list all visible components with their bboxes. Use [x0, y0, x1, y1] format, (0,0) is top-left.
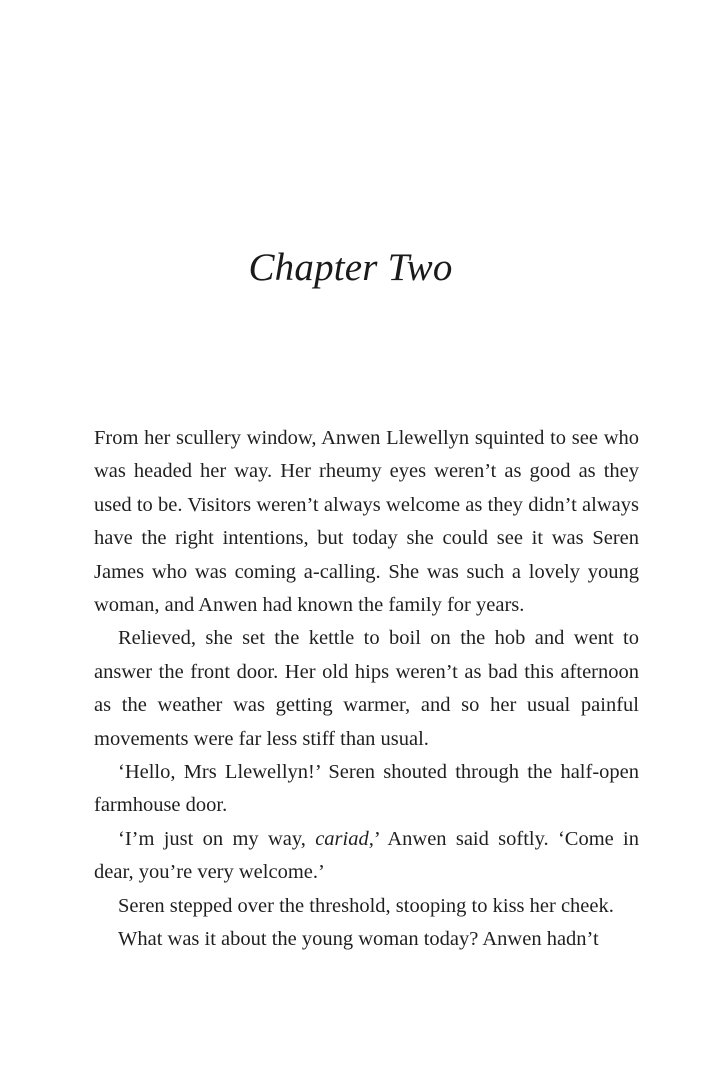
paragraph-4-before: ‘I’m just on my way, — [118, 827, 316, 850]
paragraph-5: Seren stepped over the threshold, stooping to kiss her cheek. — [118, 894, 614, 917]
paragraph-2: Relieved, she set the kettle to boil on the hob and went to answer the front door. Her old hips weren’t as bad this afternoon as the weather was getting warmer, and so her usual painful movements were far less stiff than usual. — [94, 627, 639, 750]
paragraph-6: What was it about the young woman today? Anwen hadn’t — [118, 928, 599, 951]
chapter-body — [94, 422, 639, 957]
paragraph-4-italic: cariad, — [315, 827, 374, 850]
paragraph-4-after: ’ Anwen said softly. ‘Come in dear, you’re very welcome.’ — [94, 827, 640, 884]
chapter-title: Chapter Two — [248, 246, 453, 289]
paragraph-3: ‘Hello, Mrs Llewellyn!’ Seren shouted through the half-open farmhouse door. — [94, 761, 639, 817]
paragraph-1: From her scullery window, Anwen Llewellyn squinted to see who was headed her way. Her rheumy eyes weren’t as good as they used to be. Visitors weren’t always welcome as they didn’t always have the right intentions, but today she could see it was Seren James who was coming a-calling. She was such a lovely young woman, and Anwen had known the family for years. — [94, 427, 639, 617]
paragraph-4 — [94, 823, 639, 890]
